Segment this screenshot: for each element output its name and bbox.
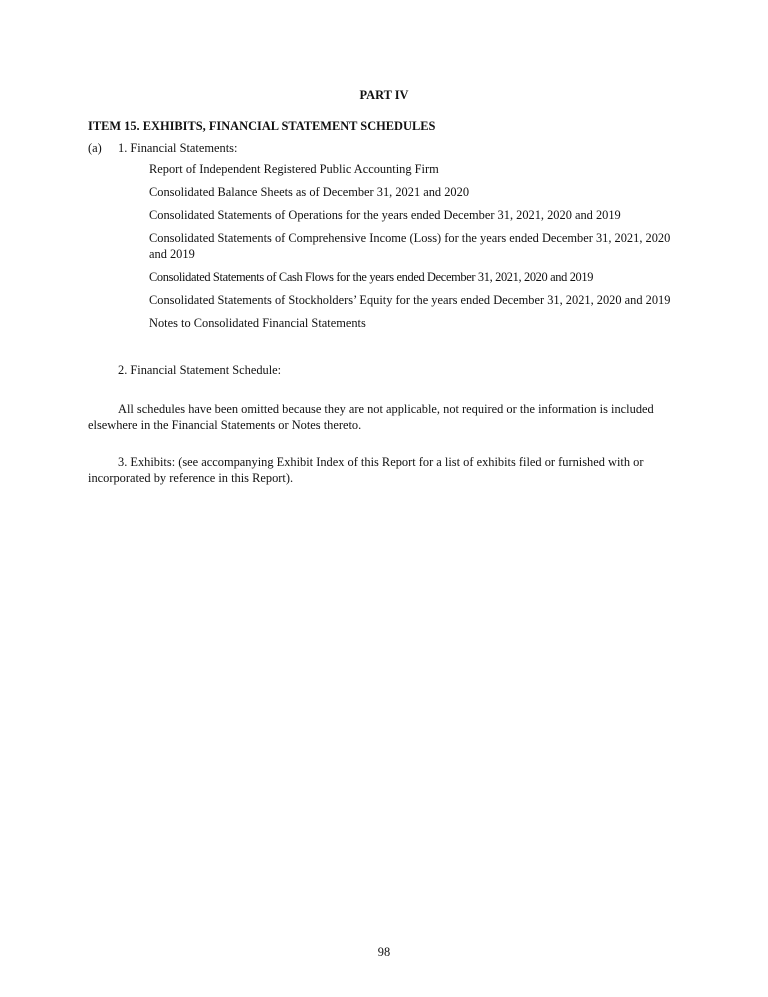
schedules-paragraph: All schedules have been omitted because they are not applicable, not required or the information is included elsewhere in the Financial Statements or Notes thereto. [88,402,654,432]
list-item: Consolidated Statements of Operations for the years ended December 31, 2021, 2020 and 2019 [149,208,621,222]
financial-statement-schedule-label: 2. Financial Statement Schedule: [118,363,282,377]
list-item: Report of Independent Registered Public Accounting Firm [149,162,439,176]
page-number: 98 [377,945,391,959]
item-heading: ITEM 15. EXHIBITS, FINANCIAL STATEMENT SCHEDULES [88,119,436,133]
section-a-label: (a) [88,141,102,155]
list-item: Consolidated Statements of Comprehensive Income (Loss) for the years ended December 31, 2021, 2020 and 2019 [149,231,671,261]
exhibits-paragraph: 3. Exhibits: (see accompanying Exhibit Index of this Report for a list of exhibits filed or furnished with or incorporated by reference in this Report). [88,455,644,485]
financial-statements-list [149,161,674,338]
list-item: Consolidated Statements of Stockholders’ Equity for the years ended December 31, 2021, 2020 and 2019 [149,293,671,307]
financial-statements-label: 1. Financial Statements: [118,141,238,155]
list-item: Consolidated Statements of Cash Flows for the years ended December 31, 2021, 2020 and 2019 [149,270,594,284]
list-item: Consolidated Balance Sheets as of December 31, 2021 and 2020 [149,185,470,199]
part-title: PART IV [359,88,409,102]
list-item: Notes to Consolidated Financial Statements [149,316,366,330]
